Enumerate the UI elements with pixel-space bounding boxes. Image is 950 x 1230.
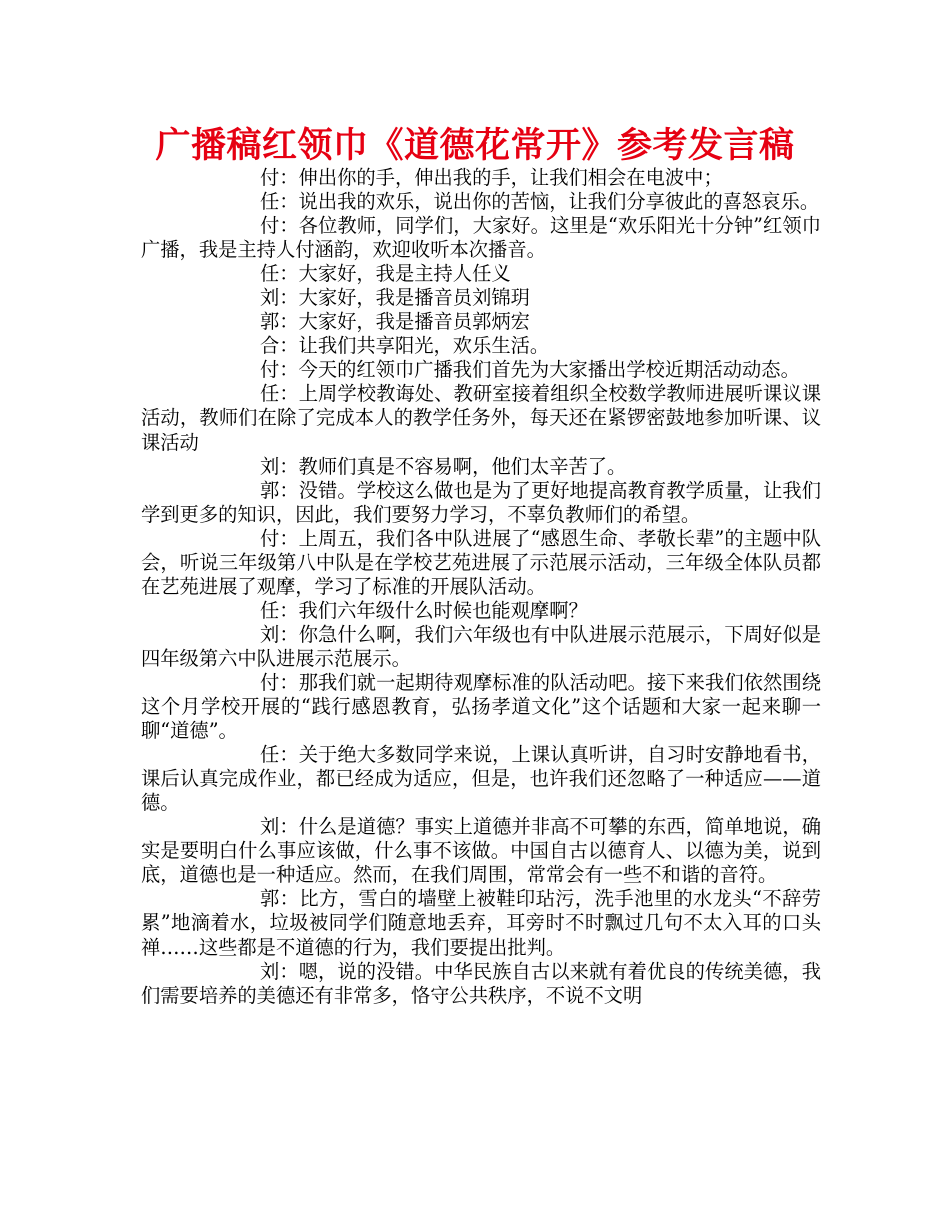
paragraph: 合：让我们共享阳光，欢乐生活。 — [260, 334, 550, 358]
paragraph: 刘：什么是道德？事实上道德并非高不可攀的东西，简单地说，确实是要明白什么事应该做，什么事不该做。中国自古以德育人、以德为美，说到底，道德也是一种适应。然而，在我们周围，常常会有一些不和谐的音符。 — [141, 815, 821, 887]
paragraph: 任：大家好，我是主持人任义 — [260, 262, 511, 286]
paragraph: 刘：你急什么啊，我们六年级也有中队进展示范展示，下周好似是四年级第六中队进展示范展示。 — [141, 622, 821, 670]
paragraph: 任：关于绝大多数同学来说，上课认真听讲，自习时安静地看书，课后认真完成作业，都已经成为适应，但是，也许我们还忽略了一种适应——道德。 — [141, 743, 821, 815]
paragraph: 刘：教师们真是不容易啊，他们太辛苦了。 — [260, 454, 627, 478]
paragraph: 付：伸出你的手，伸出我的手，让我们相会在电波中； — [260, 166, 723, 189]
paragraph: 刘：大家好，我是播音员刘锦玥 — [260, 286, 530, 310]
paragraph: 任：我们六年级什么时候也能观摩啊？ — [260, 598, 588, 622]
document-body — [141, 166, 821, 1008]
document-title: 广播稿红领巾《道德花常开》参考发言稿 — [155, 126, 795, 166]
paragraph: 付：今天的红领巾广播我们首先为大家播出学校近期活动动态。 — [260, 358, 800, 382]
paragraph: 付：那我们就一起期待观摩标准的队活动吧。接下来我们依然围绕这个月学校开展的“践行感恩教育，弘扬孝道文化”这个话题和大家一起来聊一聊“道德”。 — [141, 670, 821, 743]
paragraph: 任：上周学校教诲处、教研室接着组织全校数学教师进展听课议课活动，教师们在除了完成本人的教学任务外，每天还在紧锣密鼓地参加听课、议课活动 — [141, 382, 821, 454]
paragraph: 刘：嗯，说的没错。中华民族自古以来就有着优良的传统美德，我们需要培养的美德还有非常多，恪守公共秩序，不说不文明 — [141, 959, 821, 1007]
paragraph: 付：各位教师，同学们，大家好。这里是“欢乐阳光十分钟”红领巾广播，我是主持人付涵韵，欢迎收听本次播音。 — [141, 214, 821, 262]
paragraph: 任：说出我的欢乐，说出你的苦恼，让我们分享彼此的喜怒哀乐。 — [260, 190, 820, 214]
paragraph: 付：上周五，我们各中队进展了“感恩生命、孝敬长辈”的主题中队会，听说三年级第八中队是在学校艺苑进展了示范展示活动，三年级全体队员都在艺苑进展了观摩，学习了标准的开展队活动。 — [141, 526, 821, 598]
paragraph: 郭：大家好，我是播音员郭炳宏 — [260, 310, 530, 334]
paragraph: 郭：比方，雪白的墙壁上被鞋印玷污，洗手池里的水龙头“不辞劳累”地滴着水，垃圾被同学们随意地丢弃，耳旁时不时飘过几句不太入耳的口头禅……这些都是不道德的行为，我们要提出批判。 — [141, 887, 821, 959]
paragraph: 郭：没错。学校这么做也是为了更好地提高教育教学质量，让我们学到更多的知识，因此，我们要努力学习，不辜负教师们的希望。 — [141, 478, 821, 526]
